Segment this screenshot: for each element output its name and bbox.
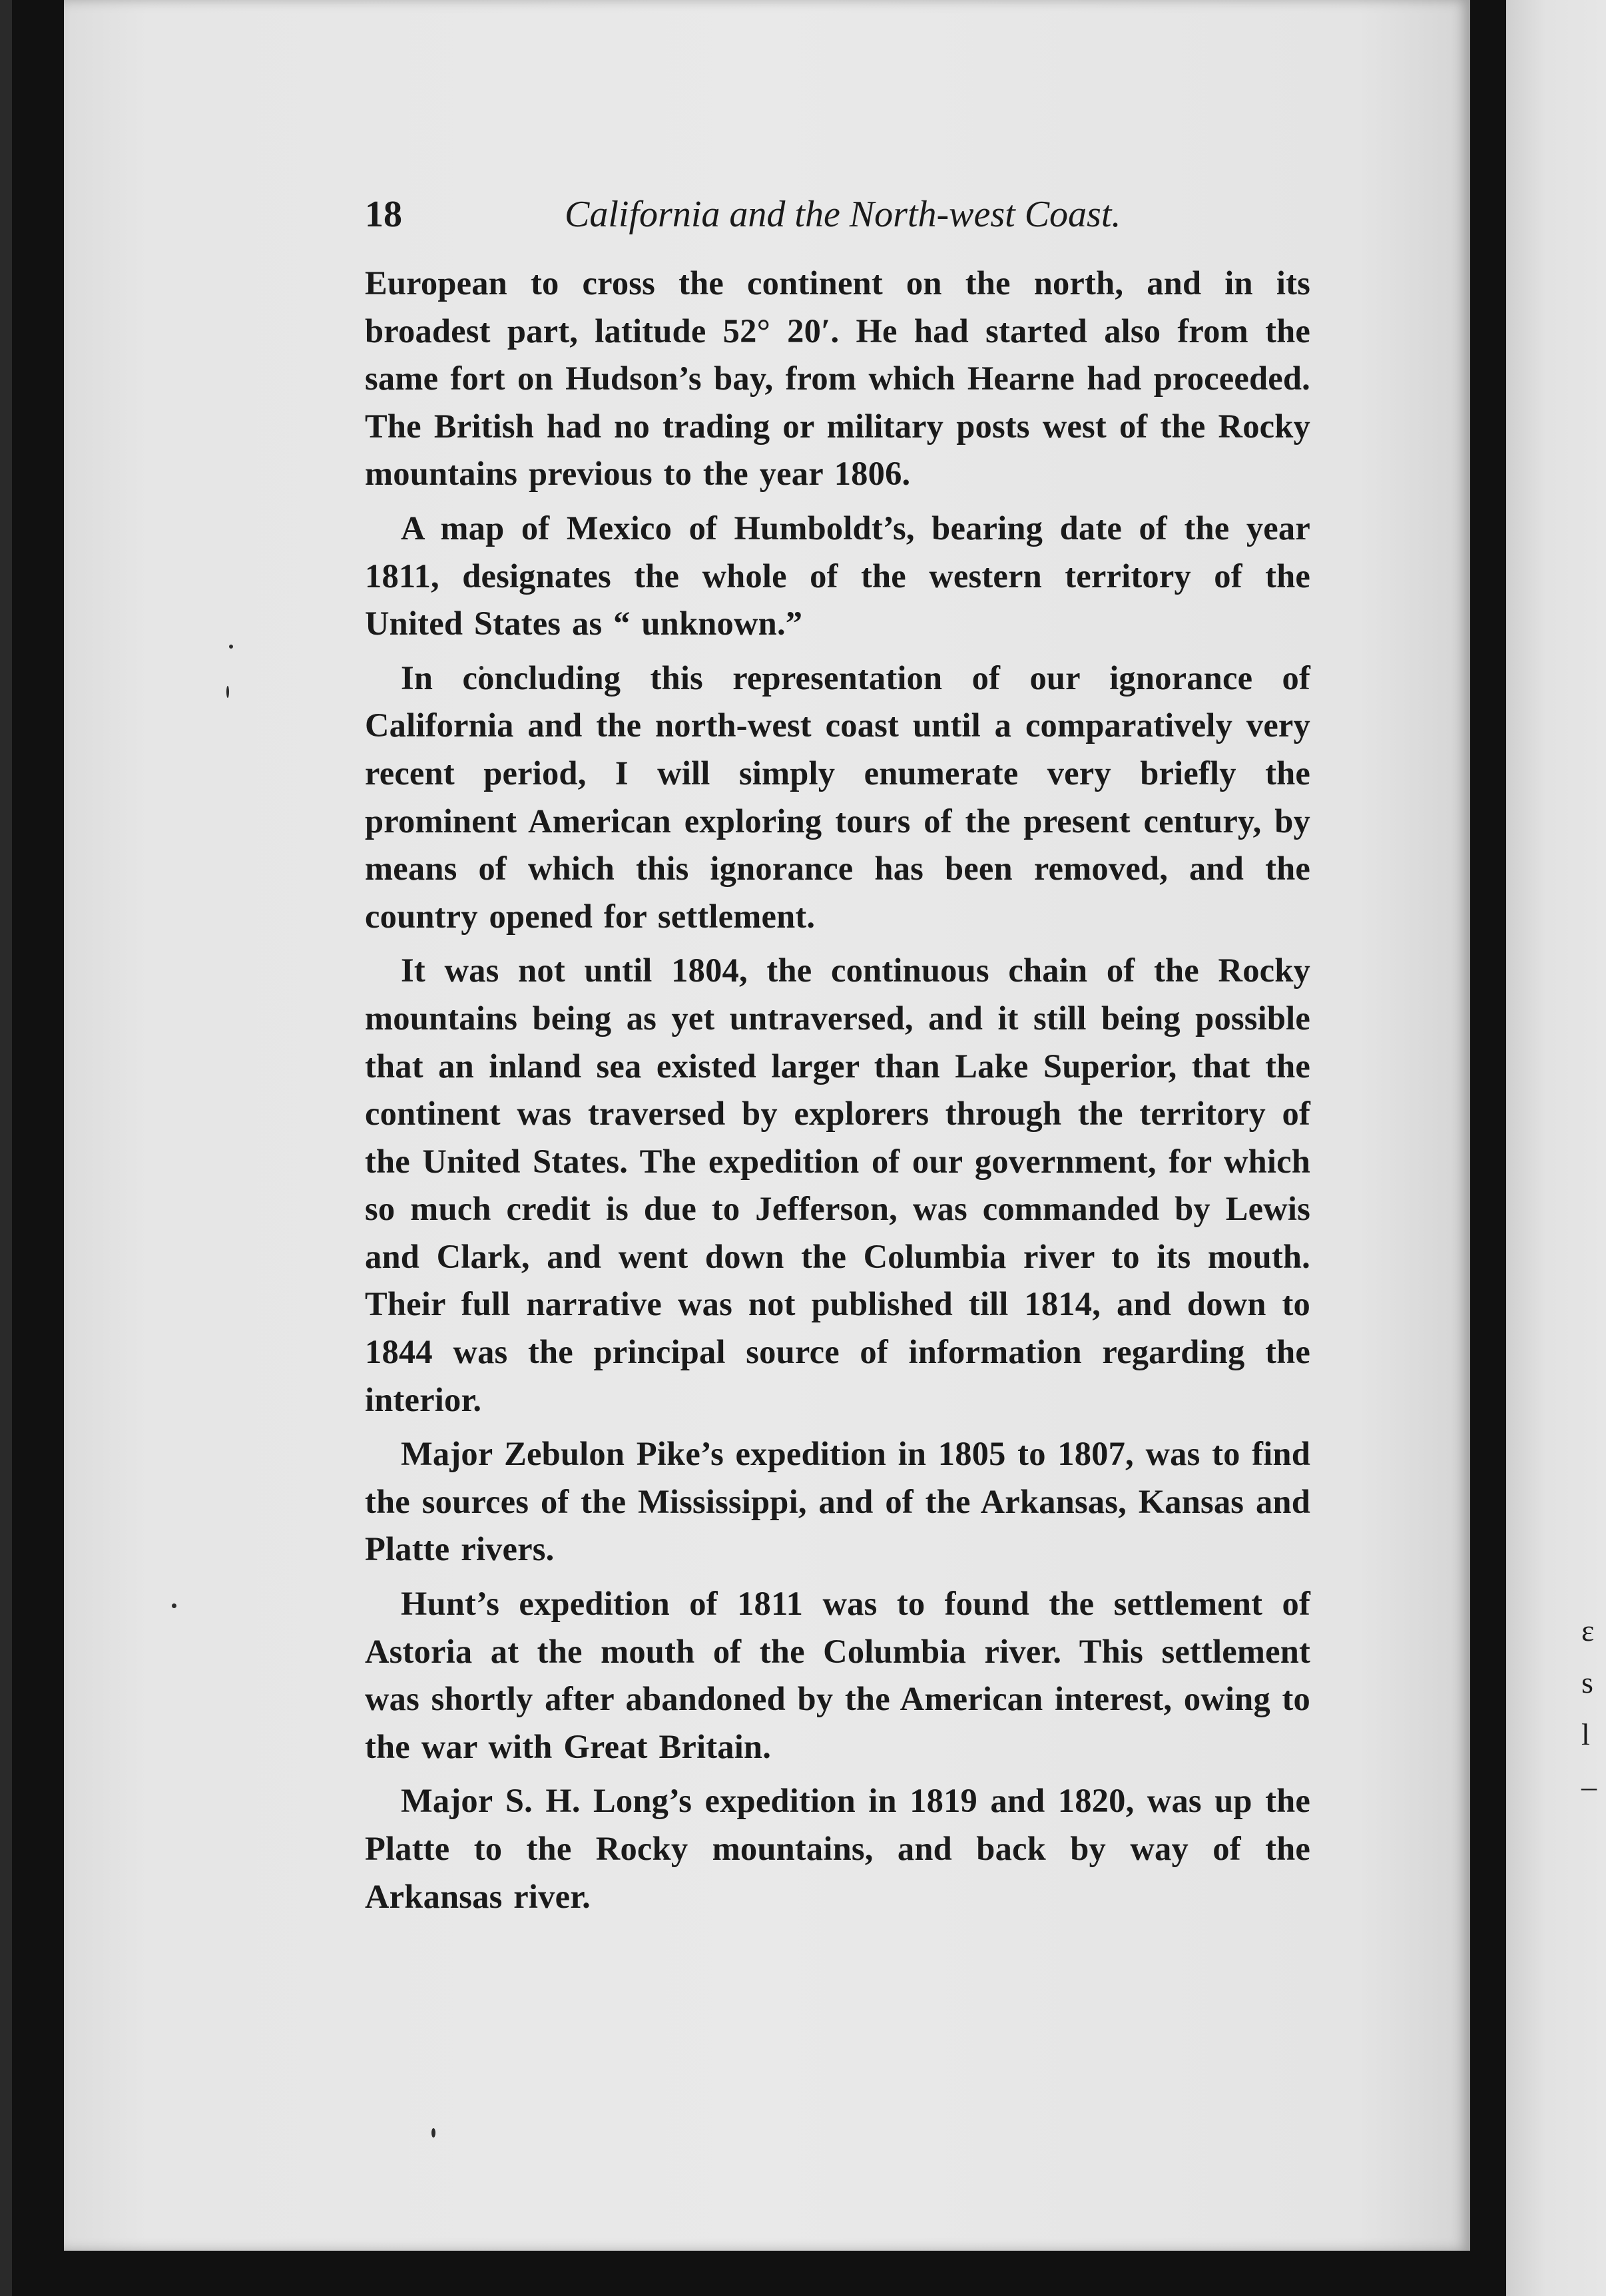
facing-page-edge — [1506, 0, 1606, 2296]
scan-speck — [226, 686, 229, 698]
running-title: California and the North-west Coast. — [565, 194, 1121, 235]
paragraph: Hunt’s expedition of 1811 was to found the settlement of Astoria at the mouth of the Columbia river. This settlement was shortly after abandoned by the American interest, owing to the war with Great Britain. — [365, 1585, 1310, 1765]
paragraph: A map of Mexico of Humboldt’s, bearing date of the year 1811, designates the whole of the western territory of the United States as “ unknown.” — [365, 509, 1310, 643]
scan-speck — [229, 645, 233, 649]
paragraph: Major Zebulon Pike’s expedition in 1805 to 1807, was to find the sources of the Mississippi, and of the Arkansas, Kansas and Platte rivers. — [365, 1435, 1310, 1568]
facing-fragment: s — [1581, 1665, 1593, 1699]
facing-fragment: l — [1581, 1717, 1590, 1751]
paragraph: In concluding this representation of our ignorance of California and the north-west coast until a comparatively very recent period, I will simply enumerate very briefly the prominent American exploring tours of the present century, by means of which this ignorance has been removed, and the country opened for settlement. — [365, 659, 1310, 935]
body-text — [365, 260, 1310, 1920]
scan-speck — [431, 2128, 435, 2138]
facing-page-text-fragments — [1581, 1605, 1601, 1813]
facing-fragment: ε — [1581, 1613, 1595, 1647]
scan-speck — [172, 1603, 176, 1608]
paragraph: It was not until 1804, the continuous chain of the Rocky mountains being as yet untraversed, and it still being possible that an inland sea existed larger than Lake Superior, that the continent was traversed by explorers through the territory of the United States. The expedition of our government, for which so much credit is due to Jefferson, was commanded by Lewis and Clark, and went down the Columbia river to its mouth. Their full narrative was not published till 1814, and down to 1844 was the principal source of information regarding the interior. — [365, 952, 1310, 1418]
paragraph: European to cross the continent on the north, and in its broadest part, latitude 52° 20′. He had started also from the same fort on Hudson’s bay, from which Hearne had proceeded. The British had no trading or military posts west of the Rocky mountains previous to the year 1806. — [365, 264, 1310, 493]
paragraph: Major S. H. Long’s expedition in 1819 and 1820, was up the Platte to the Rocky mountains, and back by way of the Arkansas river. — [365, 1782, 1310, 1915]
page-content — [365, 193, 1310, 1927]
page-number: 18 — [365, 194, 402, 235]
facing-fragment: – — [1581, 1769, 1597, 1803]
running-head — [365, 193, 1310, 260]
scan-left-edge — [0, 0, 12, 2296]
